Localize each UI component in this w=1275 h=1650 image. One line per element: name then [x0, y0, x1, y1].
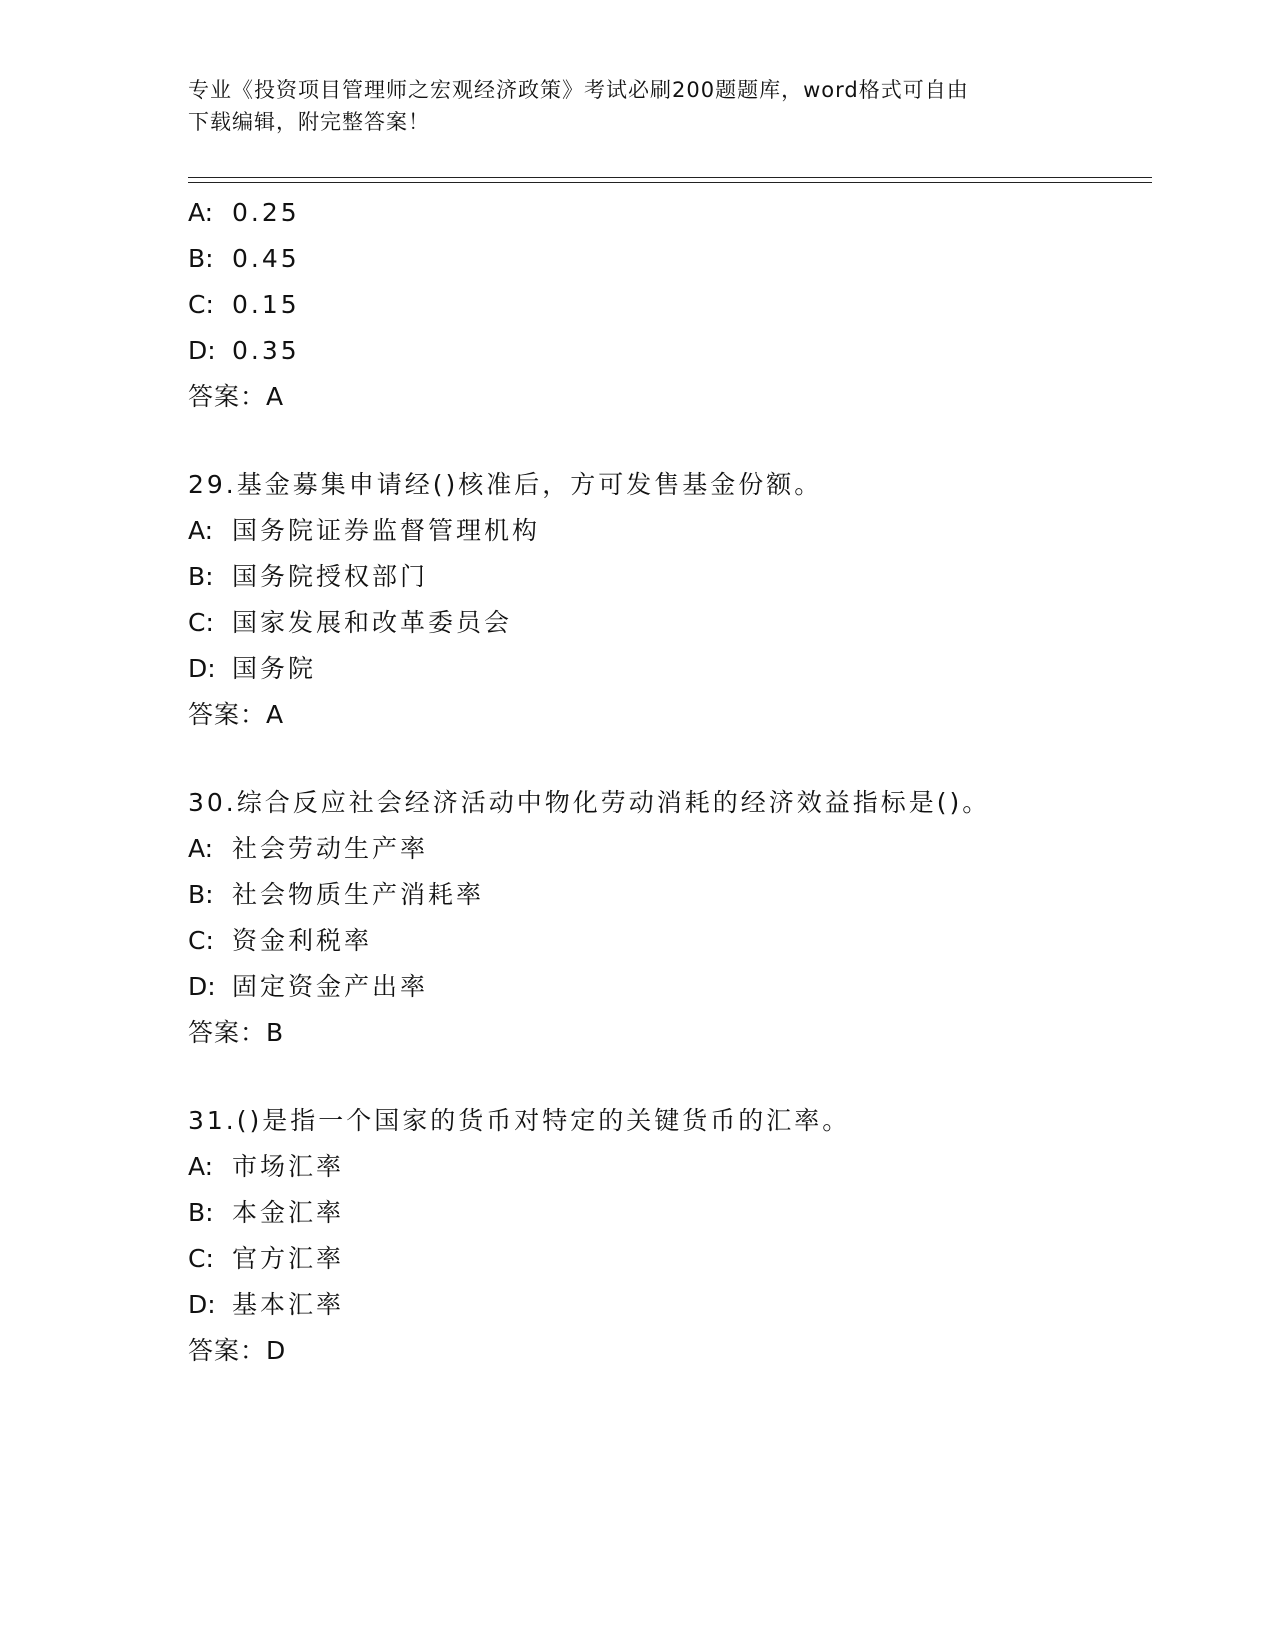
option-c [188, 918, 1148, 964]
answer-value: D [266, 1336, 289, 1365]
option-key: D: [188, 972, 216, 1001]
answer-line [188, 1328, 1148, 1374]
question-block-29 [188, 462, 1148, 738]
answer-value: A [266, 700, 287, 729]
option-text: 官方汇率 [232, 1244, 345, 1273]
option-key: B: [188, 244, 214, 273]
option-b [188, 872, 1148, 918]
option-text: 0.45 [232, 244, 300, 273]
answer-label: 答案： [188, 1018, 267, 1047]
option-key: C: [188, 1244, 214, 1273]
option-a [188, 190, 1148, 236]
answer-line [188, 374, 1148, 420]
header-rule-top [188, 177, 1152, 178]
header-rule-bottom [188, 182, 1152, 183]
option-key: C: [188, 926, 214, 955]
option-b [188, 1190, 1148, 1236]
answer-value: A [266, 382, 287, 411]
option-key: B: [188, 880, 214, 909]
answer-line [188, 692, 1148, 738]
option-key: D: [188, 654, 216, 683]
option-text: 本金汇率 [232, 1198, 345, 1227]
question-block-30 [188, 780, 1148, 1056]
option-key: A: [188, 516, 214, 545]
option-b [188, 236, 1148, 282]
option-a [188, 508, 1148, 554]
option-text: 社会物质生产消耗率 [232, 880, 485, 909]
option-text: 0.25 [232, 198, 300, 227]
option-d [188, 1282, 1148, 1328]
option-key: A: [188, 1152, 214, 1181]
option-a [188, 826, 1148, 872]
question-text: 29.基金募集申请经()核准后，方可发售基金份额。 [188, 470, 823, 499]
answer-label: 答案： [188, 382, 267, 411]
option-a [188, 1144, 1148, 1190]
option-text: 市场汇率 [232, 1152, 345, 1181]
option-text: 社会劳动生产率 [232, 834, 429, 863]
option-c [188, 1236, 1148, 1282]
question-list [188, 190, 1148, 1374]
answer-line [188, 1010, 1148, 1056]
option-key: A: [188, 198, 214, 227]
option-key: B: [188, 1198, 214, 1227]
option-text: 基本汇率 [232, 1290, 345, 1319]
option-key: D: [188, 1290, 216, 1319]
header-line-1: 专业《投资项目管理师之宏观经济政策》考试必刷200题题库，word格式可自由 [188, 78, 969, 102]
option-key: C: [188, 290, 214, 319]
option-c [188, 600, 1148, 646]
option-text: 国家发展和改革委员会 [232, 608, 513, 637]
document-header [188, 74, 1088, 138]
option-text: 资金利税率 [232, 926, 373, 955]
question-text: 31.()是指一个国家的货币对特定的关键货币的汇率。 [188, 1106, 851, 1135]
question-block-31 [188, 1098, 1148, 1374]
option-text: 国务院授权部门 [232, 562, 429, 591]
option-d [188, 328, 1148, 374]
option-b [188, 554, 1148, 600]
answer-value: B [266, 1018, 287, 1047]
answer-label: 答案： [188, 700, 267, 729]
answer-label: 答案： [188, 1336, 267, 1365]
option-text: 固定资金产出率 [232, 972, 429, 1001]
option-key: A: [188, 834, 214, 863]
option-text: 0.35 [232, 336, 300, 365]
option-key: D: [188, 336, 216, 365]
header-line-2: 下载编辑，附完整答案！ [188, 110, 430, 134]
option-d [188, 964, 1148, 1010]
question-text: 30.综合反应社会经济活动中物化劳动消耗的经济效益指标是()。 [188, 788, 991, 817]
option-text: 0.15 [232, 290, 300, 319]
question-block-28 [188, 190, 1148, 420]
option-c [188, 282, 1148, 328]
option-d [188, 646, 1148, 692]
option-key: B: [188, 562, 214, 591]
option-text: 国务院 [232, 654, 317, 683]
option-text: 国务院证券监督管理机构 [232, 516, 541, 545]
option-key: C: [188, 608, 214, 637]
